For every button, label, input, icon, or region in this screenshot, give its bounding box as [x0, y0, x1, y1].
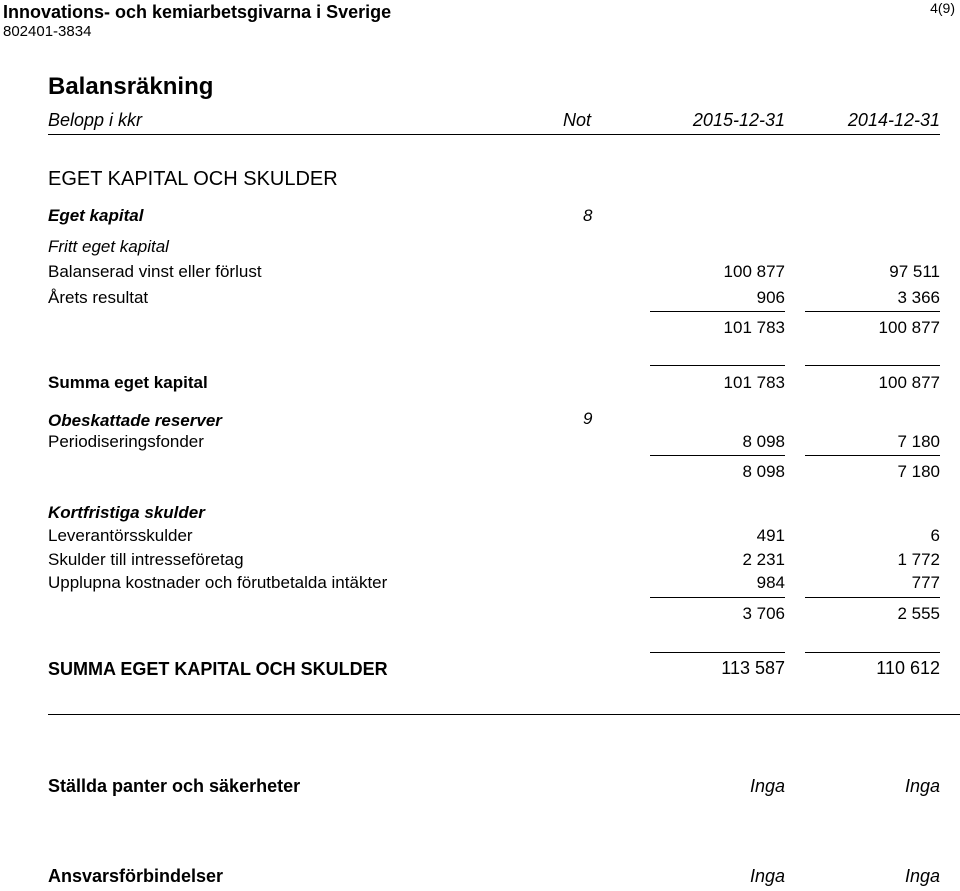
- section-title: EGET KAPITAL OCH SKULDER: [48, 168, 338, 190]
- row-label: Årets resultat: [48, 288, 149, 307]
- grand-total-2014: 110 612: [876, 658, 940, 678]
- row-value-2014: 3 366: [897, 288, 940, 307]
- contingent-label: Ansvarsförbindelser: [48, 866, 224, 886]
- subtotal-rule: [805, 597, 940, 598]
- row-value-2015: 2 231: [742, 550, 785, 569]
- subtotal-value-2015: 3 706: [742, 604, 785, 623]
- subtotal-rule: [805, 455, 940, 456]
- equity-heading: Eget kapital: [48, 206, 144, 225]
- org-number: 802401-3834: [3, 23, 92, 40]
- row-label: Balanserad vinst eller förlust: [48, 262, 262, 281]
- row-label: Leverantörsskulder: [48, 526, 193, 545]
- row-value-2015: 100 877: [723, 262, 785, 281]
- company-name: Innovations- och kemiarbetsgivarna i Sverige: [3, 2, 392, 22]
- row-value-2014: 97 511: [889, 262, 940, 281]
- pledged-value-2015: Inga: [749, 776, 785, 796]
- row-label: Upplupna kostnader och förutbetalda intäkter: [48, 573, 388, 592]
- subtotal-rule: [650, 455, 785, 456]
- row-value-2014: 777: [911, 573, 940, 592]
- row-label: Skulder till intresseföretag: [48, 550, 244, 569]
- total-rule: [805, 652, 940, 653]
- row-value-2015: 491: [756, 526, 785, 545]
- subtotal-value-2014: 7 180: [897, 462, 940, 481]
- row-value-2015: 906: [756, 288, 785, 307]
- total-rule: [650, 652, 785, 653]
- equity-note: 8: [583, 206, 593, 225]
- pledged-label: Ställda panter och säkerheter: [48, 776, 301, 796]
- free-equity-subheading: Fritt eget kapital: [48, 237, 169, 256]
- equity-total-2015: 101 783: [723, 373, 785, 392]
- contingent-value-2015: Inga: [749, 866, 785, 886]
- untaxed-note: 9: [583, 409, 593, 428]
- subtotal-rule: [650, 597, 785, 598]
- row-value-2014: 7 180: [897, 432, 940, 451]
- note-column-header: Not: [563, 110, 592, 130]
- row-label: Periodiseringsfonder: [48, 432, 204, 451]
- contingent-value-2014: Inga: [904, 866, 940, 886]
- year2-column-header: 2014-12-31: [847, 110, 940, 130]
- total-rule: [650, 365, 785, 366]
- subtotal-value-2014: 2 555: [897, 604, 940, 623]
- total-rule: [805, 365, 940, 366]
- short-term-heading: Kortfristiga skulder: [48, 503, 205, 522]
- row-value-2015: 984: [756, 573, 785, 592]
- grand-total-rule: [48, 714, 960, 715]
- page-title: Balansräkning: [48, 73, 214, 100]
- year1-column-header: 2015-12-31: [692, 110, 785, 130]
- subtotal-rule: [805, 311, 940, 312]
- pledged-value-2014: Inga: [904, 776, 940, 796]
- unit-label: Belopp i kkr: [48, 110, 143, 130]
- header-rule: [48, 134, 940, 135]
- untaxed-heading: Obeskattade reserver: [48, 411, 222, 430]
- page-number: 4(9): [930, 0, 955, 16]
- row-value-2015: 8 098: [742, 432, 785, 451]
- subtotal-value-2015: 8 098: [742, 462, 785, 481]
- row-value-2014: 1 772: [897, 550, 940, 569]
- row-value-2014: 6: [930, 526, 940, 545]
- grand-total-2015: 113 587: [721, 658, 785, 678]
- subtotal-rule: [650, 311, 785, 312]
- equity-total-2014: 100 877: [878, 373, 940, 392]
- grand-total-label: SUMMA EGET KAPITAL OCH SKULDER: [48, 659, 388, 679]
- subtotal-value-2015: 101 783: [723, 318, 785, 337]
- equity-total-label: Summa eget kapital: [48, 373, 208, 392]
- subtotal-value-2014: 100 877: [878, 318, 940, 337]
